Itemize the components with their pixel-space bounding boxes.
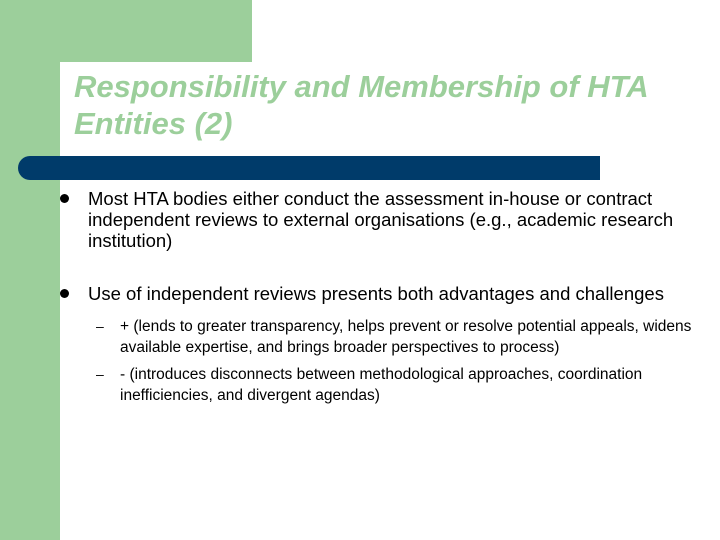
bullet-text: Most HTA bodies either conduct the assessment in-house or contract independent reviews to external organisations (e.g., academic research institution) [88, 188, 674, 251]
sub-bullet-challenges [88, 364, 700, 406]
sub-bullet-list [88, 316, 700, 406]
sub-bullet-advantages [88, 316, 700, 358]
sub-bullet-text: - (introduces disconnects between methodological approaches, coordination inefficiencies, and divergent agendas) [120, 366, 643, 404]
title-underline-bar [18, 156, 600, 180]
dash-icon: – [96, 366, 104, 382]
bullet-text: Use of independent reviews presents both advantages and challenges [88, 283, 664, 304]
slide-title: Responsibility and Membership of HTA Entities (2) [74, 69, 648, 141]
decorative-green-strip-left [0, 0, 60, 540]
bullet-dot-icon [60, 194, 69, 203]
bullet-item-2 [60, 283, 700, 406]
bullet-dot-icon [60, 289, 69, 298]
dash-icon: – [96, 318, 104, 334]
sub-bullet-text: + (lends to greater transparency, helps prevent or resolve potential appeals, widens available expertise, and brings broader perspectives to process) [120, 318, 692, 356]
bullet-list [60, 188, 700, 438]
bullet-item-1 [60, 188, 700, 251]
